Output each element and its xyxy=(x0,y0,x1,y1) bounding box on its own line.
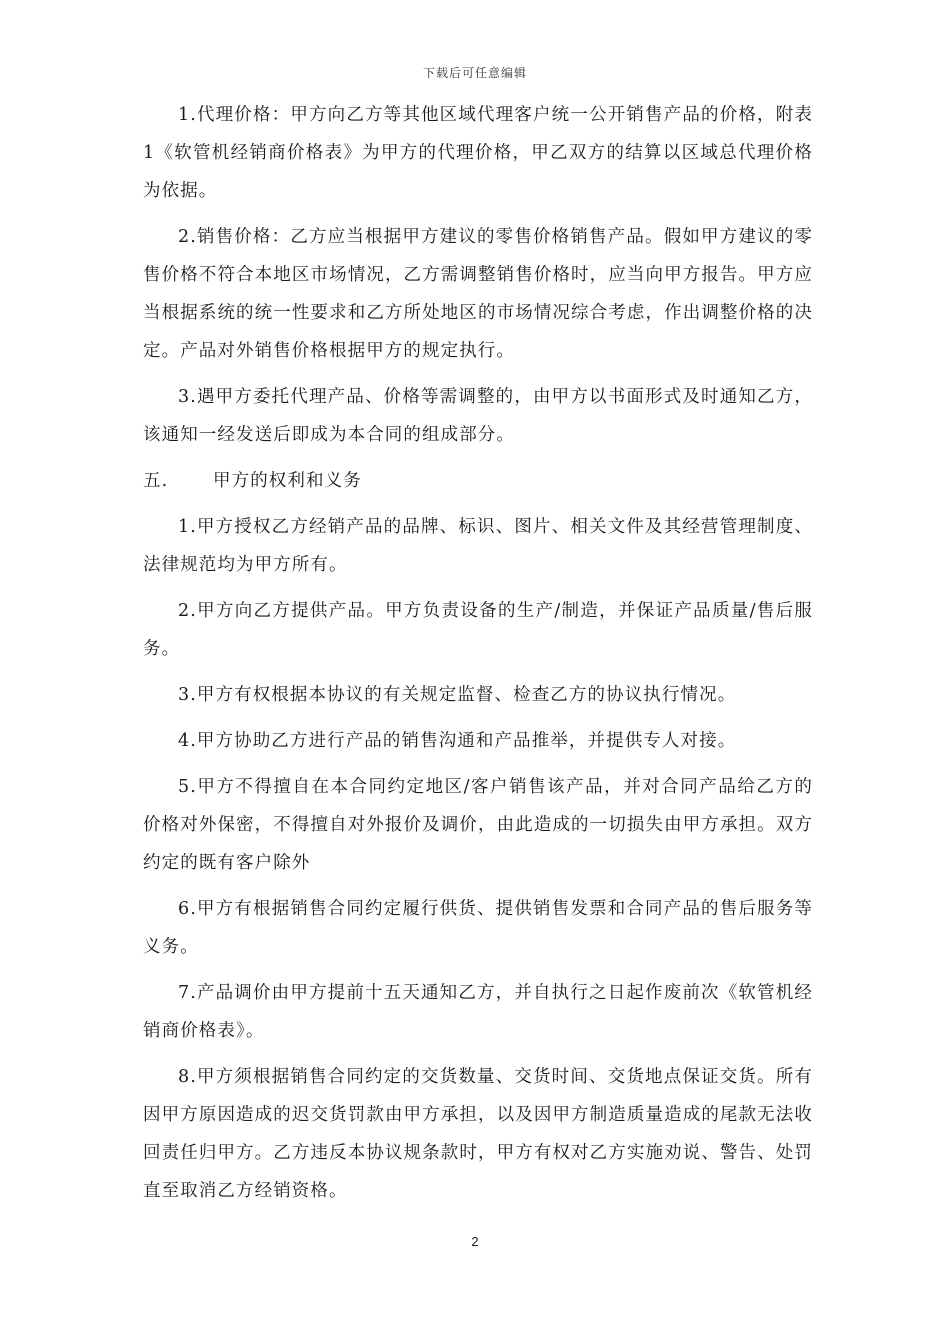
paragraph-duty-3: 3.甲方有权根据本协议的有关规定监督、检查乙方的协议执行情况。 xyxy=(178,685,737,705)
paragraph-duty-6: 6.甲方有根据销售合同约定履行供货、提供销售发票和合同产品的售后服务等义务。 xyxy=(143,899,813,957)
section-number: 五. xyxy=(143,471,169,491)
page-header: 下载后可任意编辑 xyxy=(422,66,527,80)
paragraph-duty-8: 8.甲方须根据销售合同约定的交货数量、交货时间、交货地点保证交货。所有因甲方原因造成的迟交货罚款由甲方承担，以及因甲方制造质量造成的尾款无法收回责任归甲方。乙方违反本协议规条款时，甲方有权对乙方实施劝说、警告、处罚直至取消乙方经销资格。 xyxy=(143,1067,813,1201)
page-number: 2 xyxy=(471,1234,479,1249)
section-heading xyxy=(143,462,813,500)
paragraph-duty-5: 5.甲方不得擅自在本合同约定地区/客户销售该产品，并对合同产品给乙方的价格对外保密，不得擅自对外报价及调价，由此造成的一切损失由甲方承担。双方约定的既有客户除外 xyxy=(143,777,813,873)
section-title: 甲方的权利和义务 xyxy=(213,471,362,491)
paragraph-duty-2: 2.甲方向乙方提供产品。甲方负责设备的生产/制造，并保证产品质量/售后服务。 xyxy=(143,601,813,659)
paragraph-duty-4: 4.甲方协助乙方进行产品的销售沟通和产品推举，并提供专人对接。 xyxy=(178,731,737,751)
paragraph-duty-1: 1.甲方授权乙方经销产品的品牌、标识、图片、相关文件及其经营管理制度、法律规范均为甲方所有。 xyxy=(143,517,813,575)
paragraph-price-3: 3.遇甲方委托代理产品、价格等需调整的，由甲方以书面形式及时通知乙方，该通知一经发送后即成为本合同的组成部分。 xyxy=(143,387,813,445)
paragraph-duty-7: 7.产品调价由甲方提前十五天通知乙方，并自执行之日起作废前次《软管机经销商价格表》。 xyxy=(143,983,813,1041)
paragraph-price-1: 1.代理价格：甲方向乙方等其他区域代理客户统一公开销售产品的价格，附表1《软管机经销商价格表》为甲方的代理价格，甲乙双方的结算以区域总代理价格为依据。 xyxy=(143,105,813,201)
document-body xyxy=(143,96,813,1218)
paragraph-price-2: 2.销售价格：乙方应当根据甲方建议的零售价格销售产品。假如甲方建议的零售价格不符合本地区市场情况，乙方需调整销售价格时，应当向甲方报告。甲方应当根据系统的统一性要求和乙方所处地区的市场情况综合考虑，作出调整价格的决定。产品对外销售价格根据甲方的规定执行。 xyxy=(143,227,813,361)
